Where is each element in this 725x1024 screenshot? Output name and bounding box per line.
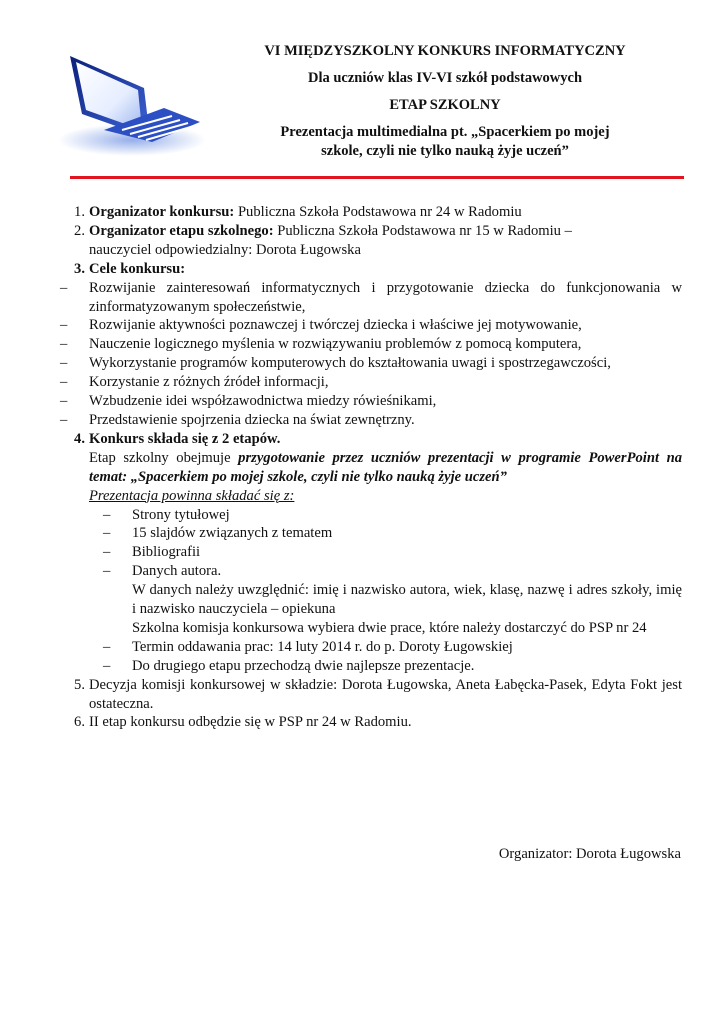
goal-text: Rozwijanie aktywności poznawczej i twórczej dziecka i właściwe jej motywowanie, [89,317,582,334]
author-note: W danych należy uwzględnić: imię i nazwisko autora, wiek, klasę, nazwę i adres szkoły, imię i nazwisko nauczyciela – opiekuna [132,582,682,618]
intro-topic: przygotowanie przez uczniów prezentacji w programie PowerPoint na temat: „Spacerkiem po mojej szkole, czyli nie tylko nauką żyje uczeń” [89,449,682,485]
deadline-text: Termin oddawania prac: 14 luty 2014 r. do p. Doroty Ługowskiej [132,638,513,655]
responsible-teacher: nauczyciel odpowiedzialny: Dorota Ługowska [89,241,361,258]
item-number: 4. [74,430,85,447]
school-organizer-value: Publiczna Szkoła Podstawowa nr 15 w Radomiu – [273,222,572,239]
item-number: 6. [74,714,85,731]
goal-item [60,354,682,373]
school-organizer-label: Organizator etapu szkolnego: [89,222,274,239]
dash: – [103,563,111,580]
goal-item [60,392,682,411]
presentation-title-line2: szkole, czyli nie tylko nauką żyje uczeń” [321,143,569,159]
part-text: Danych autora. [132,563,222,580]
contest-audience: Dla uczniów klas IV-VI szkół podstawowych [307,70,583,86]
second-stage-info: II etap konkursu odbędzie się w PSP nr 24 w Radomiu. [89,714,412,731]
item-number: 2. [74,222,85,239]
organizer-label: Organizator konkursu: [89,204,235,220]
goal-item [60,316,682,335]
goal-text: Przedstawienie spojrzenia dziecka na świat zewnętrzny. [89,411,415,428]
goal-text: Rozwijanie zainteresowań informatycznych i przygotowanie dziecka do funkcjonowania w zinformatyzowanym społeczeństwie, [89,279,682,315]
goal-item [60,279,682,317]
presentation-title-line1: Prezentacja multimedialna pt. „Spacerkiem po mojej [280,124,610,140]
stages-heading: Konkurs składa się z 2 etapów. [89,430,281,447]
dash: – [103,506,111,523]
commission-note: Szkolna komisja konkursowa wybiera dwie prace, które należy dostarczyć do PSP nr 24 [132,619,647,636]
part-text: Strony tytułowej [132,506,230,523]
list-item [60,713,682,732]
parts-heading: Prezentacja powinna składać się z: [89,487,295,504]
dash: – [103,638,111,655]
contest-stage: ETAP SZKOLNY [389,97,501,113]
dash: – [60,411,68,428]
intro-text: Etap szkolny obejmuje [89,449,239,466]
school-stage-description [60,449,682,487]
goal-item [60,373,682,392]
item-number: 3. [74,260,85,277]
deadline-item [60,638,682,657]
part-item [60,506,682,525]
document-header [200,42,690,161]
goal-item [60,335,682,354]
list-item [60,222,682,241]
dash: – [103,657,111,674]
dash: – [60,279,68,296]
advance-text: Do drugiego etapu przechodzą dwie najlepsze prezentacje. [132,657,475,674]
rules-list [60,203,682,732]
dash: – [60,393,68,410]
dash: – [60,374,68,391]
dash: – [60,336,68,353]
contest-title: VI MIĘDZYSZKOLNY KONKURS INFORMATYCZNY [264,43,626,59]
list-item [60,676,682,714]
dash: – [103,525,111,542]
list-item [60,430,682,449]
part-text: Bibliografii [132,544,201,561]
organizer-value: Publiczna Szkoła Podstawowa nr 24 w Radomiu [234,204,522,220]
list-item [60,203,682,222]
item-number: 5. [74,676,85,693]
goal-item [60,411,682,430]
item-number: 1. [74,204,85,220]
commission-decision: Decyzja komisji konkursowej w składzie: Dorota Ługowska, Aneta Łabęcka-Pasek, Edyta Fokt jest ostateczna. [89,676,682,712]
goal-text: Korzystanie z różnych źródeł informacji, [89,374,329,391]
laptop-icon [52,48,212,160]
header-divider [70,176,684,179]
dash: – [103,544,111,561]
list-item [60,260,682,279]
goals-heading: Cele konkursu: [89,260,186,277]
signature: Organizator: Dorota Ługowska [498,846,681,862]
part-text: 15 slajdów związanych z tematem [132,525,333,542]
goal-text: Nauczenie logicznego myślenia w rozwiązywaniu problemów z pomocą komputera, [89,336,582,353]
part-item [60,524,682,543]
part-item [60,562,682,581]
advance-item [60,657,682,676]
goal-text: Wykorzystanie programów komputerowych do kształtowania uwagi i spostrzegawczości, [89,355,611,372]
dash: – [60,317,68,334]
dash: – [60,355,68,372]
goal-text: Wzbudzenie idei współzawodnictwa miedzy rówieśnikami, [89,393,437,410]
part-item [60,543,682,562]
